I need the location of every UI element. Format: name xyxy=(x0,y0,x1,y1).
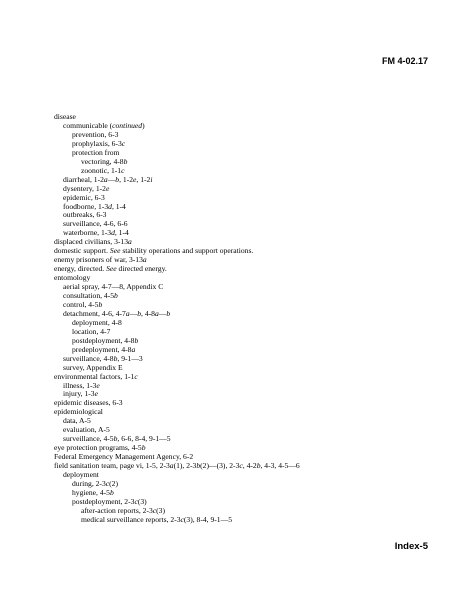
index-entry: dysentery, 1-2e xyxy=(63,183,110,193)
index-entry: evaluation, A-5 xyxy=(63,425,110,435)
index-entry: aerial spray, 4-7—8, Appendix C xyxy=(63,282,164,292)
index-entry: disease xyxy=(54,112,76,121)
index-entry: consultation, 4-5b xyxy=(63,291,118,300)
index-entry: control, 4-5b xyxy=(63,299,103,309)
running-header: FM 4-02.17 xyxy=(381,56,428,66)
index-entry: epidemiological xyxy=(54,407,103,417)
index-entry: prophylaxis, 6-3c xyxy=(72,138,126,148)
index-entry: waterborne, 1-3d, 1-4 xyxy=(63,228,129,238)
index-entry: data, A-5 xyxy=(63,416,91,426)
index-entry: foodborne, 1-3d, 1-4 xyxy=(63,201,126,211)
index-entry: epidemic, 6-3 xyxy=(63,192,105,202)
index-entry: deployment xyxy=(63,470,99,479)
index-entry: enemy prisoners of war, 3-13a xyxy=(54,255,147,265)
index-entry: predeployment, 4-8a xyxy=(72,344,136,354)
index-entry: epidemic diseases, 6-3 xyxy=(54,398,123,408)
index-entry: survey, Appendix E xyxy=(63,362,123,372)
index-entry: during, 2-3c(2) xyxy=(72,478,118,488)
index-entry: after-action reports, 2-3c(3) xyxy=(81,505,165,515)
index-entry: energy, directed. See directed energy. xyxy=(54,264,167,274)
index-entry: diarrheal, 1-2a—b, 1-2e, 1-2i xyxy=(63,174,153,184)
index-entry: Federal Emergency Management Agency, 6-2 xyxy=(54,452,194,462)
index-entry: communicable (continued) xyxy=(63,120,145,130)
index-entry: detachment, 4-6, 4-7a—b, 4-8a—b xyxy=(63,308,171,318)
index-entry: eye protection programs, 4-5b xyxy=(54,443,146,453)
index-entry: surveillance, 4-8b, 9-1—3 xyxy=(63,353,143,363)
index-entry: surveillance, 4-5b, 6-6, 8-4, 9-1—5 xyxy=(63,434,171,444)
index-entry: field sanitation team, page vi, 1-5, 2-3a(1), 2-3b(2)—(3), 2-3c, 4-2b, 4-3, 4-5—6 xyxy=(54,461,300,471)
index-entry: displaced civilians, 3-13a xyxy=(54,237,132,247)
index-entry: hygiene, 4-5b xyxy=(72,487,114,497)
index-entry: domestic support. See stability operations and support operations. xyxy=(54,246,254,256)
index-entry: illness, 1-3e xyxy=(63,380,100,390)
index-entry: postdeployment, 2-3c(3) xyxy=(72,496,147,506)
index-entry: postdeployment, 4-8b xyxy=(72,335,139,345)
index-entry: entomology xyxy=(54,273,91,283)
index-entry: injury, 1-3e xyxy=(63,389,98,399)
index-entry: medical surveillance reports, 2-3c(3), 8-4, 9-1—5 xyxy=(81,514,232,524)
index-entry: vectoring, 4-8b xyxy=(81,156,128,166)
index-entry: zoonotic, 1-1c xyxy=(81,165,125,175)
index-entry: environmental factors, 1-1c xyxy=(54,371,138,381)
index-entry: outbreaks, 6-3 xyxy=(63,210,107,220)
index-entry: surveillance, 4-6, 6-6 xyxy=(63,219,128,229)
page-number: Index-5 xyxy=(394,541,428,552)
index-entry: prevention, 6-3 xyxy=(72,129,119,139)
index-entry: deployment, 4-8 xyxy=(72,317,122,327)
index-entry: location, 4-7 xyxy=(72,326,111,336)
index-entry: protection from xyxy=(72,147,120,157)
